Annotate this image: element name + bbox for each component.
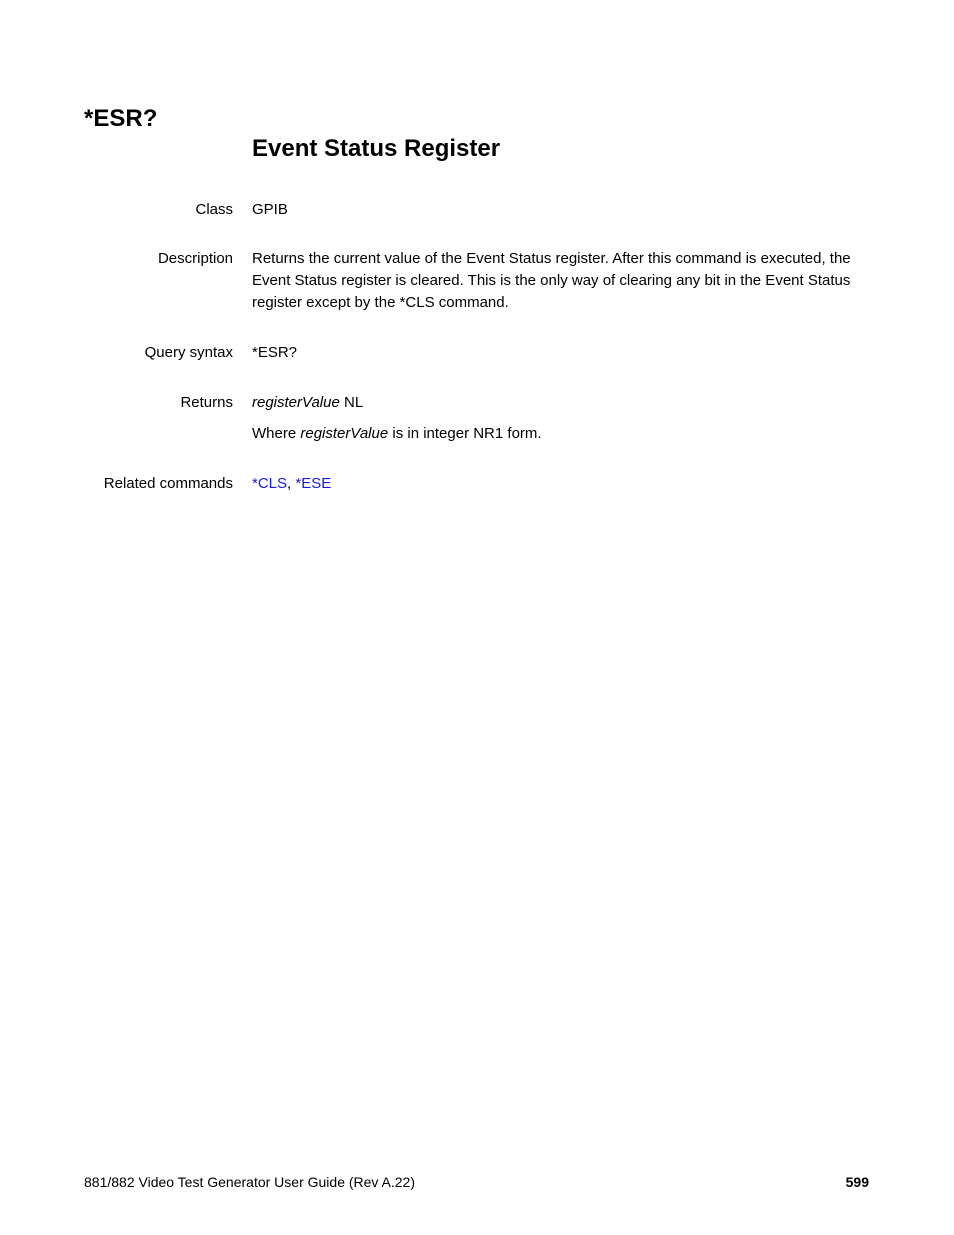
- related-commands-value: [252, 473, 872, 495]
- returns-where: Where: [252, 425, 301, 442]
- class-label: Class: [195, 201, 233, 218]
- returns-where-rest: is in integer NR1 form.: [388, 425, 542, 442]
- command-title: *ESR?: [84, 105, 158, 132]
- query-syntax-value: *ESR?: [252, 344, 298, 361]
- returns-value: [252, 392, 872, 445]
- description-text: Returns the current value of the Event Status register. After this command is executed, the Event Status register is cleared. This is the only way of clearing any bit in the Event Status register except by the *CLS command.: [252, 250, 851, 311]
- returns-line-2: [252, 423, 872, 445]
- related-commands-label: Related commands: [103, 475, 233, 492]
- returns-line-1: [252, 392, 872, 414]
- description-value: [252, 248, 872, 314]
- footer-page-number: 599: [845, 1174, 869, 1190]
- command-subtitle: Event Status Register: [252, 135, 501, 162]
- returns-where-param: registerValue: [300, 425, 389, 442]
- returns-param: registerValue: [252, 394, 340, 411]
- link-cls[interactable]: *CLS: [252, 475, 288, 492]
- returns-label: Returns: [180, 394, 233, 411]
- description-label: Description: [157, 250, 233, 267]
- query-syntax-label: Query syntax: [144, 344, 233, 361]
- link-ese[interactable]: *ESE: [295, 475, 332, 492]
- footer-guide-title: 881/882 Video Test Generator User Guide (Rev A.22): [84, 1174, 416, 1190]
- class-value: GPIB: [252, 201, 288, 218]
- related-separator: ,: [287, 475, 296, 492]
- returns-terminator: NL: [339, 394, 364, 411]
